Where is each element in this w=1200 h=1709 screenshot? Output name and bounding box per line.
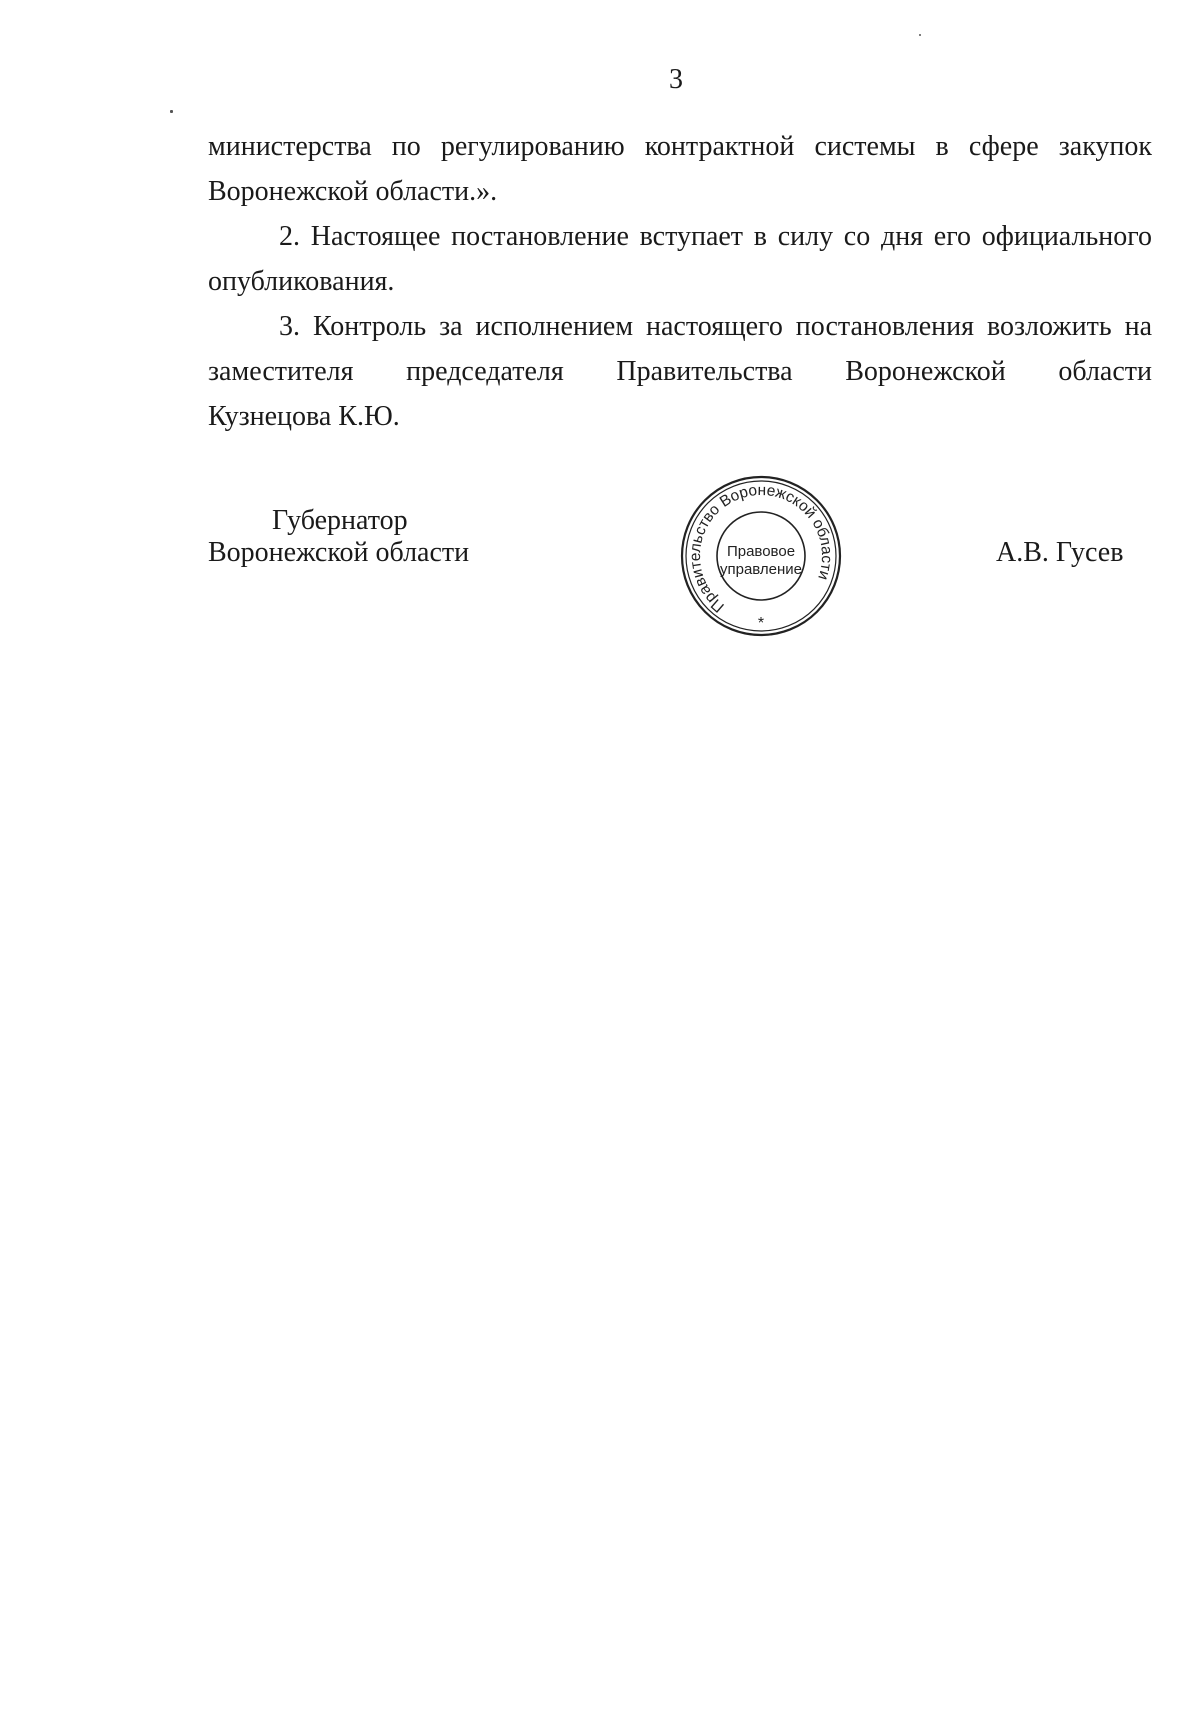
- seal-center-line-2: управление: [719, 561, 803, 578]
- paragraph-continuation: министерства по регулированию контрактной системы в сфере закупок Воронежской области.».: [208, 131, 1152, 207]
- seal-ring-text: Правительство Воронежской области: [686, 481, 836, 616]
- paragraph-3-line-3: Кузнецова К.Ю.: [208, 401, 400, 432]
- signatory-title: [208, 505, 469, 569]
- signatory-name: А.В. Гусев: [996, 537, 1124, 568]
- page-number: 3: [669, 64, 683, 95]
- scan-speck: [170, 110, 173, 113]
- scan-speck: [919, 34, 921, 36]
- document-body: [208, 124, 1152, 439]
- seal-center-line-1: Правовое: [726, 543, 796, 560]
- paragraph-3-line-1: 3. Контроль за исполнением настоящего постановления возложить на: [279, 311, 1152, 342]
- paragraph-3-line-2: заместителя председателя Правительства Воронежской области: [208, 356, 1152, 387]
- official-seal-stamp: [679, 474, 843, 638]
- signatory-title-line-1: Губернатор: [272, 505, 408, 536]
- seal-star: *: [757, 615, 765, 632]
- signatory-title-line-2: Воронежской области: [208, 537, 470, 568]
- paragraph-2: 2. Настоящее постановление вступает в силу со дня его официального опубликования.: [208, 221, 1152, 297]
